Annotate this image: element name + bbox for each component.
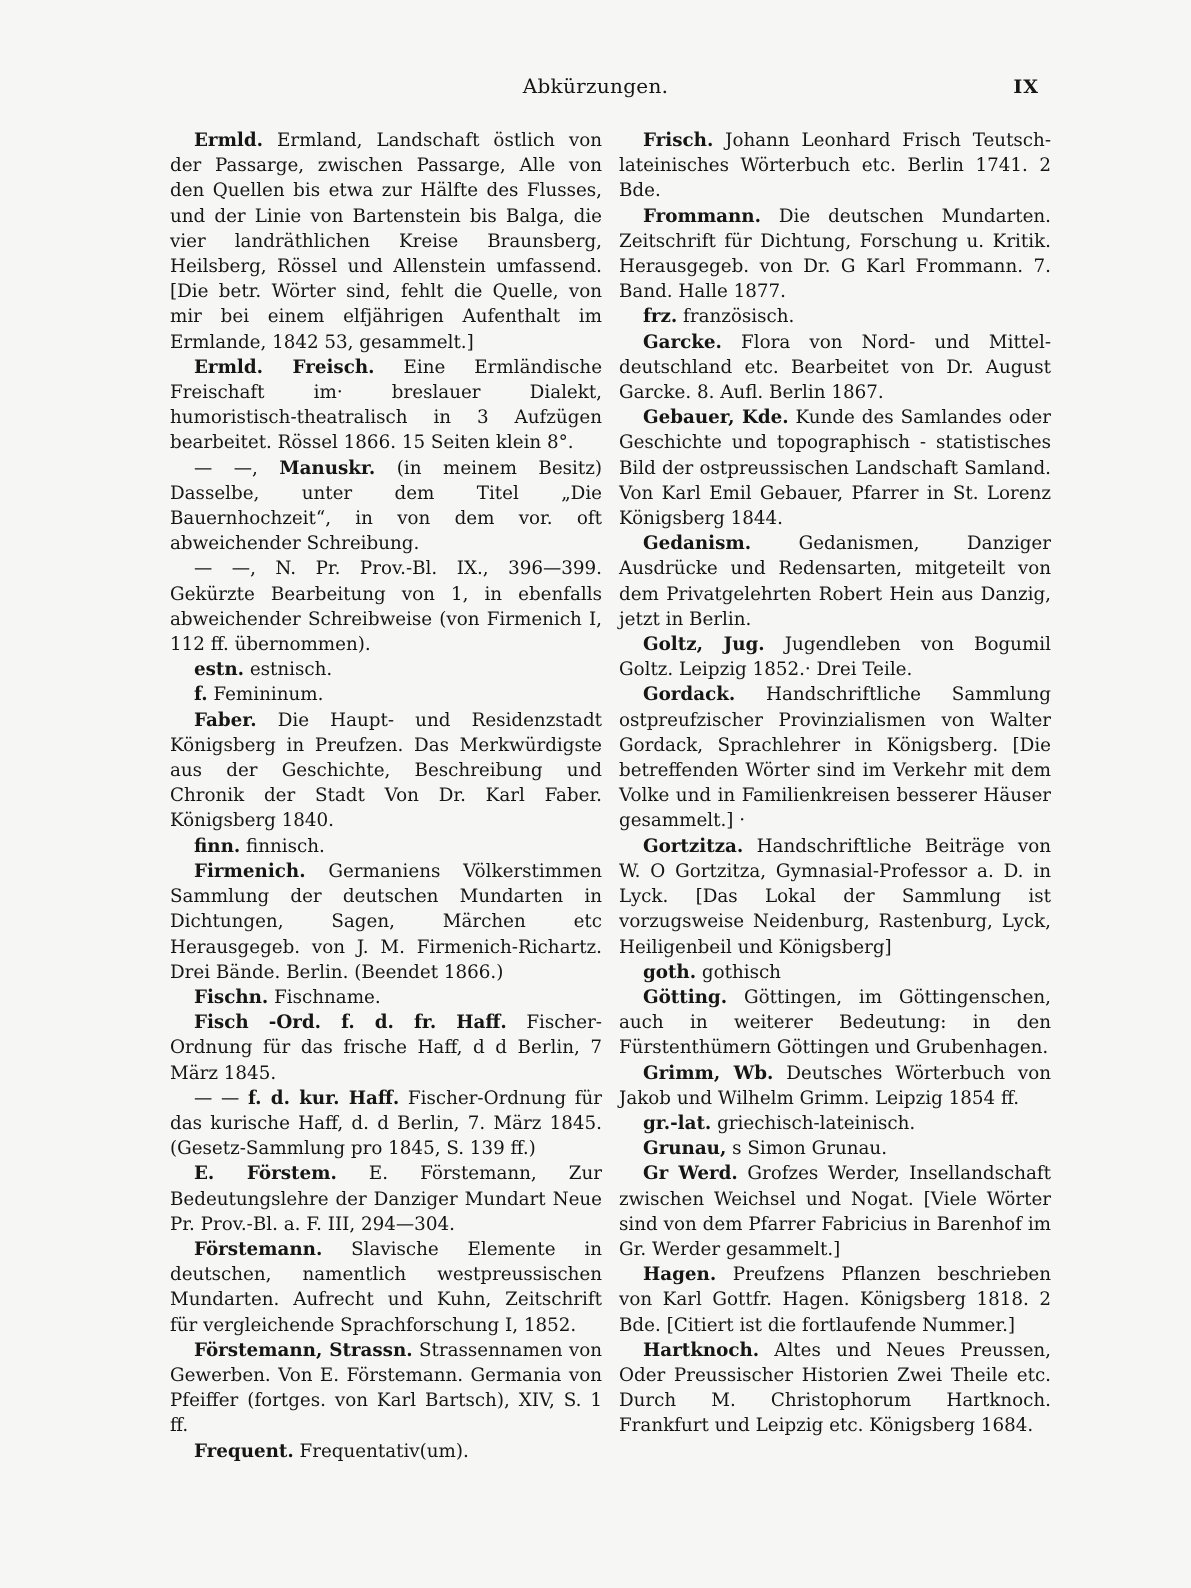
dictionary-entry [619,1262,1051,1338]
entry-text: Frequentativ(um). [293,1440,469,1462]
entry-abbreviation: E. Förstem. [194,1163,337,1185]
dictionary-entry [170,1237,602,1338]
page-title: Abkürzungen. [522,74,669,98]
entry-abbreviation: Manuskr. [279,457,376,479]
entry-abbreviation: Garcke. [643,331,722,353]
dictionary-entry [170,556,602,657]
entry-abbreviation: Hartknoch. [643,1339,760,1361]
entry-text: Kunde des Samlandes oder Geschichte und topographisch - statistisches Bild der ostpreussischen Landschaft Samland. Von Karl Emil Gebauer, Pfarrer in St. Lorenz Königsberg 1844. [619,407,1051,530]
entry-abbreviation: Hagen. [643,1264,717,1286]
dictionary-entry [619,1111,1051,1136]
dictionary-entry [170,657,602,682]
entry-abbreviation: Frommann. [643,205,761,227]
dictionary-entry [619,960,1051,985]
entry-text: Eine Ermländische Freischaft im· breslauer Dialekt, humoristisch-theatralisch in 3 Aufzügen bearbeitet. Rössel 1866. 15 Seiten klein 8°. [170,356,603,454]
entry-text: Die Haupt- und Residenzstadt Königsberg in Preufzen. Das Merkwürdigste aus der Geschichte, Beschreibung und Chronik der Stadt Von Dr. Karl Faber. Königsberg 1840. [170,709,602,832]
entry-abbreviation: Förstemann, Strassn. [194,1339,413,1361]
entry-text: s Simon Grunau. [726,1138,888,1160]
entry-text: Slavische Elemente in deutschen, namentlich westpreussischen Mundarten. Aufrecht und Kuhn, Zeitschrift für vergleichende Sprachforschung I, 1852. [170,1238,602,1336]
entry-text: Deutsches Wörterbuch von Jakob und Wilhelm Grimm. Leipzig 1854 ff. [619,1062,1051,1109]
entry-abbreviation: Götting. [643,986,728,1008]
dictionary-entry [619,405,1051,531]
entry-abbreviation: Gebauer, Kde. [643,407,789,429]
dictionary-entry [170,1086,602,1162]
entry-abbreviation: f. [194,684,208,706]
dictionary-entry [619,1161,1051,1262]
entry-text: Göttingen, im Göttingenschen, auch in weiterer Bedeutung: in den Fürstenthümern Göttingen und Grubenhagen. [619,986,1051,1059]
dictionary-entry [170,1161,602,1237]
entry-text: Fischname. [268,986,381,1008]
dictionary-entry [170,708,602,834]
entry-abbreviation: frz. [643,306,678,328]
page-number: IX [1013,76,1039,98]
dictionary-entry [170,1439,602,1464]
dictionary-entry [619,632,1051,682]
dictionary-entry [619,128,1051,204]
entry-text: Altes und Neues Preussen, Oder Preussischer Historien Zwei Theile etc. Durch M. Christophorum Hartknoch. Frankfurt und Leipzig etc. Königsberg 1684. [619,1339,1051,1437]
entry-abbreviation: Faber. [194,709,257,731]
dictionary-entry [170,682,602,707]
entry-abbreviation: Goltz, Jug. [643,634,765,656]
entry-text: Johann Leonhard Frisch Teutsch-lateinisches Wörterbuch etc. Berlin 1741. 2 Bde. [619,130,1051,202]
entry-abbreviation: Förstemann. [194,1238,323,1260]
dictionary-entry [170,859,602,985]
dictionary-entry [170,128,602,355]
entry-text: — —, N. Pr. Prov.-Bl. IX., 396—399. Gekürzte Bearbeitung von 1, in ebenfalls abweichender Schreibweise (von Firmenich I, 112 ff. übernommen). [170,558,602,656]
left-column [170,128,602,1464]
entry-abbreviation: Gr Werd. [643,1163,738,1185]
entry-abbreviation: Grimm, Wb. [643,1062,774,1084]
dictionary-entry [619,985,1051,1061]
entry-text: Strassennamen von Gewerben. Von E. Förstemann. Germania von Pfeiffer (fortges. von Karl Bartsch), XIV, S. 1 ff. [170,1339,602,1437]
entry-abbreviation: finn. [194,835,241,857]
entry-text: E. Förstemann, Zur Bedeutungslehre der Danziger Mundart Neue Pr. Prov.-Bl. a. F. III, 294—304. [170,1163,602,1235]
entry-text: Grofzes Werder, Insellandschaft zwischen Weichsel und Nogat. [Viele Wörter sind von dem Pfarrer Fabricius in Barenhof im Gr. Werder gesammelt.] [619,1163,1051,1260]
entry-prefix: — — [194,1087,248,1109]
dictionary-entry [170,1338,602,1439]
entry-text: finnisch. [240,835,325,857]
entry-abbreviation: Ermld. [194,130,264,151]
dictionary-entry [619,682,1051,833]
entry-text: Ermland, Landschaft östlich von der Passarge, zwischen Passarge, Alle von den Quellen bis etwa zur Hälfte des Flusses, und der Linie von Bartenstein bis Balga, die vier landräthlichen Kreise Braunsberg, Heilsberg, Rössel und Allenstein umfassend. [Die betr. Wörter sind, fehlt die Quelle, von mir bei einem elfjährigen Aufenthalt im Ermlande, 1842 53, gesammelt.] [170,130,602,353]
running-head [0,74,1191,104]
entry-abbreviation: Firmenich. [194,860,306,882]
entry-abbreviation: gr.-lat. [643,1112,712,1134]
entry-text: Jugendleben von Bogumil Goltz. Leipzig 1852.· Drei Teile. [619,634,1051,681]
entry-prefix: — —, [194,457,280,479]
dictionary-entry [619,531,1051,632]
entry-abbreviation: Gortzitza. [643,835,744,857]
entry-text: Handschriftliche Sammlung ostpreufzischer Provinzialismen von Walter Gordack, Sprachlehrer in Königsberg. [Die betreffenden Wörter sind im Verkehr mit dem Volke und in Familienkreisen besserer Häuser gesammelt.] · [619,684,1051,832]
dictionary-entry [170,355,602,456]
entry-abbreviation: f. d. kur. Haff. [247,1087,400,1109]
entry-abbreviation: Grunau, [643,1138,727,1160]
entry-abbreviation: Fischn. [194,986,269,1008]
entry-text: gothisch [696,961,781,983]
dictionary-entry [170,834,602,859]
entry-text: Femininum. [207,684,324,706]
dictionary-entry [170,456,602,557]
dictionary-entry [619,834,1051,960]
entry-abbreviation: Frequent. [194,1440,294,1462]
dictionary-entry [170,985,602,1010]
entry-text: Flora von Nord- und Mittel-deutschland etc. Bearbeitet von Dr. August Garcke. 8. Aufl. Berlin 1867. [619,331,1051,404]
entry-abbreviation: Gedanism. [643,533,752,555]
dictionary-entry [619,1136,1051,1161]
entry-text: Gedanismen, Danziger Ausdrücke und Redensarten, mitgeteilt von dem Privatgelehrten Robert Hein aus Danzig, jetzt in Berlin. [619,533,1051,630]
entry-text: Fischer-Ordnung für das kurische Haff, d. d Berlin, 7. März 1845. (Gesetz-Sammlung pro 1845, S. 139 ff.) [170,1087,603,1160]
entry-text: estnisch. [244,659,333,681]
entry-text: griechisch-lateinisch. [711,1112,916,1134]
right-column [619,128,1051,1439]
dictionary-entry [170,1010,602,1086]
entry-text: Fischer-Ordnung für das frische Haff, d d Berlin, 7 März 1845. [170,1012,602,1084]
entry-text: Preufzens Pflanzen beschrieben von Karl Gottfr. Hagen. Königsberg 1818. 2 Bde. [Citiert ist die fortlaufende Nummer.] [619,1264,1051,1336]
dictionary-entry [619,1338,1051,1439]
entry-abbreviation: goth. [643,961,697,983]
entry-abbreviation: estn. [194,659,245,681]
dictionary-entry [619,330,1051,406]
entry-text: Germaniens Völkerstimmen Sammlung der deutschen Mundarten in Dichtungen, Sagen, Märchen etc Herausgegeb. von J. M. Firmenich-Richartz. Drei Bände. Berlin. (Beendet 1866.) [170,860,602,983]
entry-abbreviation: Ermld. Freisch. [194,356,375,378]
entry-text: Handschriftliche Beiträge von W. O Gortzitza, Gymnasial-Professor a. D. in Lyck. [Das Lokal der Sammlung ist vorzugsweise Neidenburg, Rastenburg, Lyck, Heiligenbeil und Königsberg] [619,835,1051,958]
entry-text: (in meinem Besitz) Dasselbe, unter dem Titel „Die Bauernhochzeit“, in von dem vor. oft abweichender Schreibung. [170,457,602,555]
entry-abbreviation: Gordack. [643,684,736,706]
dictionary-entry [619,1061,1051,1111]
entry-text: französisch. [677,306,795,328]
dictionary-entry [619,204,1051,305]
entry-abbreviation: Fisch -Ord. f. d. fr. Haff. [194,1012,507,1034]
dictionary-entry [619,304,1051,329]
entry-abbreviation: Frisch. [643,130,714,151]
entry-text: Die deutschen Mundarten. Zeitschrift für Dichtung, Forschung u. Kritik. Herausgegeb. von Dr. G Karl Frommann. 7. Band. Halle 1877. [619,205,1051,303]
